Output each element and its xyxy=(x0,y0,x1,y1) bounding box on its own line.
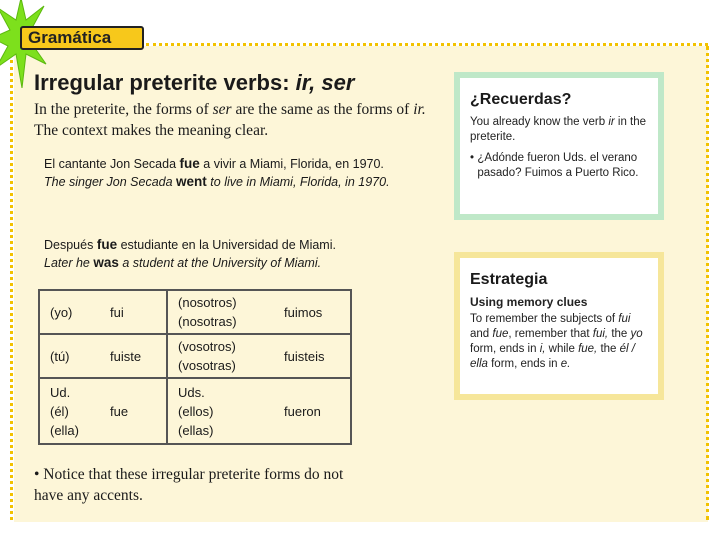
recuerdas-text: You already know the verb ir in the preterite. xyxy=(470,116,647,143)
conjugation-table xyxy=(38,289,352,445)
verb-form: fue xyxy=(110,403,129,419)
verb-form: fuiste xyxy=(110,348,142,364)
pronoun: (ellos) xyxy=(178,403,214,419)
pronoun: (ellas) xyxy=(178,422,214,438)
pronoun: (nosotras) xyxy=(178,314,237,329)
pronoun: (ella) xyxy=(50,422,79,438)
estrategia-box xyxy=(454,252,664,400)
example-1-english: The singer Jon Secada went to live in Miami, Florida, in 1970. xyxy=(44,174,390,189)
pronoun: Uds. xyxy=(178,384,205,400)
section-badge: Gramática xyxy=(20,26,144,50)
recuerdas-box xyxy=(454,72,664,220)
pronoun: (vosotros) xyxy=(178,339,236,354)
table-row xyxy=(39,290,351,334)
pronoun: Ud. xyxy=(50,384,71,400)
verb-form: fuimos xyxy=(284,304,323,320)
pronoun: (él) xyxy=(50,403,69,419)
title-verbs: ir, ser xyxy=(295,70,355,95)
example-2 xyxy=(44,236,424,272)
intro-verb-ir: ir. xyxy=(413,101,426,118)
intro-paragraph xyxy=(34,99,434,141)
recuerdas-title: ¿Recuerdas? xyxy=(470,91,572,108)
pronoun: (vosotras) xyxy=(178,358,236,373)
dotted-border-top xyxy=(146,43,708,46)
pronoun: (tú) xyxy=(50,348,70,364)
pronoun: (nosotros) xyxy=(178,295,237,310)
verb-form: fueron xyxy=(284,403,321,419)
example-2-spanish: Después fue estudiante en la Universidad de Miami. xyxy=(44,237,336,252)
table-row xyxy=(39,378,351,444)
estrategia-title: Estrategia xyxy=(470,271,548,288)
estrategia-subtitle: Using memory clues xyxy=(470,295,588,309)
bullet-icon: • xyxy=(470,152,475,164)
example-1-spanish: El cantante Jon Secada fue a vivir a Miami, Florida, en 1970. xyxy=(44,156,384,171)
dotted-border-left xyxy=(10,60,13,520)
example-2-english: Later he was a student at the University of Miami. xyxy=(44,255,322,270)
estrategia-text: To remember the subjects of fui and fue, remember that fui, the yo form, ends in i, while fue, the él / ella form, ends in e. xyxy=(470,313,643,370)
intro-text-3: The context makes the meaning clear. xyxy=(34,122,269,139)
verb-form: fuisteis xyxy=(284,348,325,364)
singular-cell xyxy=(39,290,167,334)
accent-note: • Notice that these irregular preterite forms do not have any accents. xyxy=(34,466,344,504)
table-row xyxy=(39,334,351,378)
intro-text-1: In the preterite, the forms of xyxy=(34,101,209,118)
plural-cell xyxy=(167,378,351,444)
dotted-border-right xyxy=(706,46,709,520)
example-1 xyxy=(44,155,424,191)
recuerdas-bullet: • ¿Adónde fueron Uds. el verano pasado? Fuimos a Puerto Rico. xyxy=(470,152,639,179)
pronoun: (yo) xyxy=(50,304,73,320)
intro-text-2: are the same as the forms of xyxy=(235,101,410,118)
plural-cell xyxy=(167,290,351,334)
page-title xyxy=(34,70,354,96)
intro-verb-ser: ser xyxy=(212,101,232,118)
plural-cell xyxy=(167,334,351,378)
verb-form: fui xyxy=(110,304,124,320)
title-main: Irregular preterite verbs: xyxy=(34,70,290,95)
singular-cell xyxy=(39,334,167,378)
singular-cell xyxy=(39,378,167,444)
